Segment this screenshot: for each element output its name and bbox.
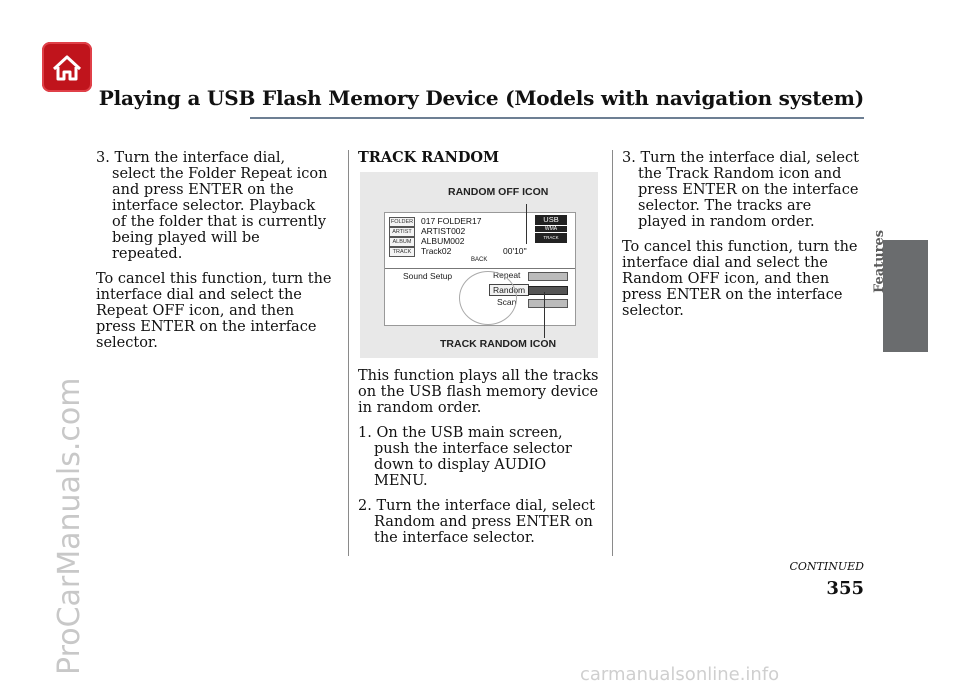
section-heading: TRACK RANDOM xyxy=(358,149,500,166)
continued-label: CONTINUED xyxy=(789,560,864,573)
watermark-left: ProCarManuals.com xyxy=(52,377,87,675)
section-tab-label: Features xyxy=(872,230,887,294)
step-2 xyxy=(358,498,602,546)
column-divider xyxy=(348,150,349,556)
watermark-bottom: carmanualsonline.info xyxy=(580,664,780,685)
step-3-track-random xyxy=(622,150,864,230)
track-random-leader-line xyxy=(544,292,545,338)
random-item: Random xyxy=(489,284,529,296)
repeat-icons xyxy=(528,272,568,281)
step-number: 2. xyxy=(358,498,372,514)
track-random-icon-label: TRACK RANDOM ICON xyxy=(440,338,557,350)
usb-source-badge: USB xyxy=(535,215,567,225)
page-title: Playing a USB Flash Memory Device (Models with navigation system) xyxy=(98,86,864,110)
step-number: 1. xyxy=(358,425,372,441)
album-name: ALBUM002 xyxy=(421,236,465,246)
track-random-indicator: TRACK RANDOM xyxy=(535,233,567,243)
column-2 xyxy=(358,150,602,173)
artist-name: ARTIST002 xyxy=(421,226,466,236)
step-text: Turn the interface dial, select the Track Random icon and press ENTER on the interface selector. The tracks are played in random order. xyxy=(638,150,859,230)
home-button[interactable] xyxy=(42,42,92,92)
home-icon xyxy=(42,42,92,92)
cancel-repeat-text: To cancel this function, turn the interface dial and select the Repeat OFF icon, and then press ENTER on the interface selector. xyxy=(96,271,332,351)
title-rule xyxy=(250,117,864,119)
sound-setup-item: Sound Setup xyxy=(403,271,453,281)
column-2-body xyxy=(358,368,602,555)
audio-menu-figure xyxy=(360,172,598,358)
folder-tag: FOLDER xyxy=(390,219,414,225)
format-badge: WMA xyxy=(535,226,567,232)
back-label: BACK xyxy=(471,257,488,263)
column-divider xyxy=(612,150,613,556)
scan-icons xyxy=(528,299,568,308)
step-1 xyxy=(358,425,602,489)
album-tag: ALBUM xyxy=(389,237,415,247)
column-3 xyxy=(622,150,864,328)
artist-tag: ARTIST xyxy=(389,227,415,237)
track-tag: TRACK xyxy=(389,247,415,257)
dial-outline-icon xyxy=(459,271,517,325)
cancel-random-text: To cancel this function, turn the interface dial and select the Random OFF icon, and then press ENTER on the interface selector. xyxy=(622,239,858,319)
screen-divider xyxy=(385,268,575,269)
random-icons xyxy=(528,286,568,295)
column-1 xyxy=(96,150,332,360)
repeat-item: Repeat xyxy=(493,270,521,280)
step-text: Turn the interface dial, select the Folder Repeat icon and press ENTER on the interface selector. Playback of the folder that is currently being played will be repeated. xyxy=(112,150,328,262)
usb-screen xyxy=(384,212,576,326)
step-number: 3. xyxy=(622,150,636,166)
step-text: On the USB main screen, push the interface selector down to display AUDIO MENU. xyxy=(374,425,572,489)
random-off-icon-label: RANDOM OFF ICON xyxy=(448,186,549,198)
folder-name: 017 FOLDER17 xyxy=(421,216,482,226)
function-intro: This function plays all the tracks on the USB flash memory device in random order. xyxy=(358,368,599,416)
track-name: Track02 xyxy=(421,246,452,256)
page-number: 355 xyxy=(826,578,864,599)
step-3-folder-repeat xyxy=(96,150,332,262)
random-off-leader-line xyxy=(526,204,527,244)
scan-item: Scan xyxy=(497,297,517,307)
elapsed-time: 00'10'' xyxy=(503,246,527,256)
step-text: Turn the interface dial, select Random and press ENTER on the interface selector. xyxy=(374,498,595,546)
step-number: 3. xyxy=(96,150,110,166)
